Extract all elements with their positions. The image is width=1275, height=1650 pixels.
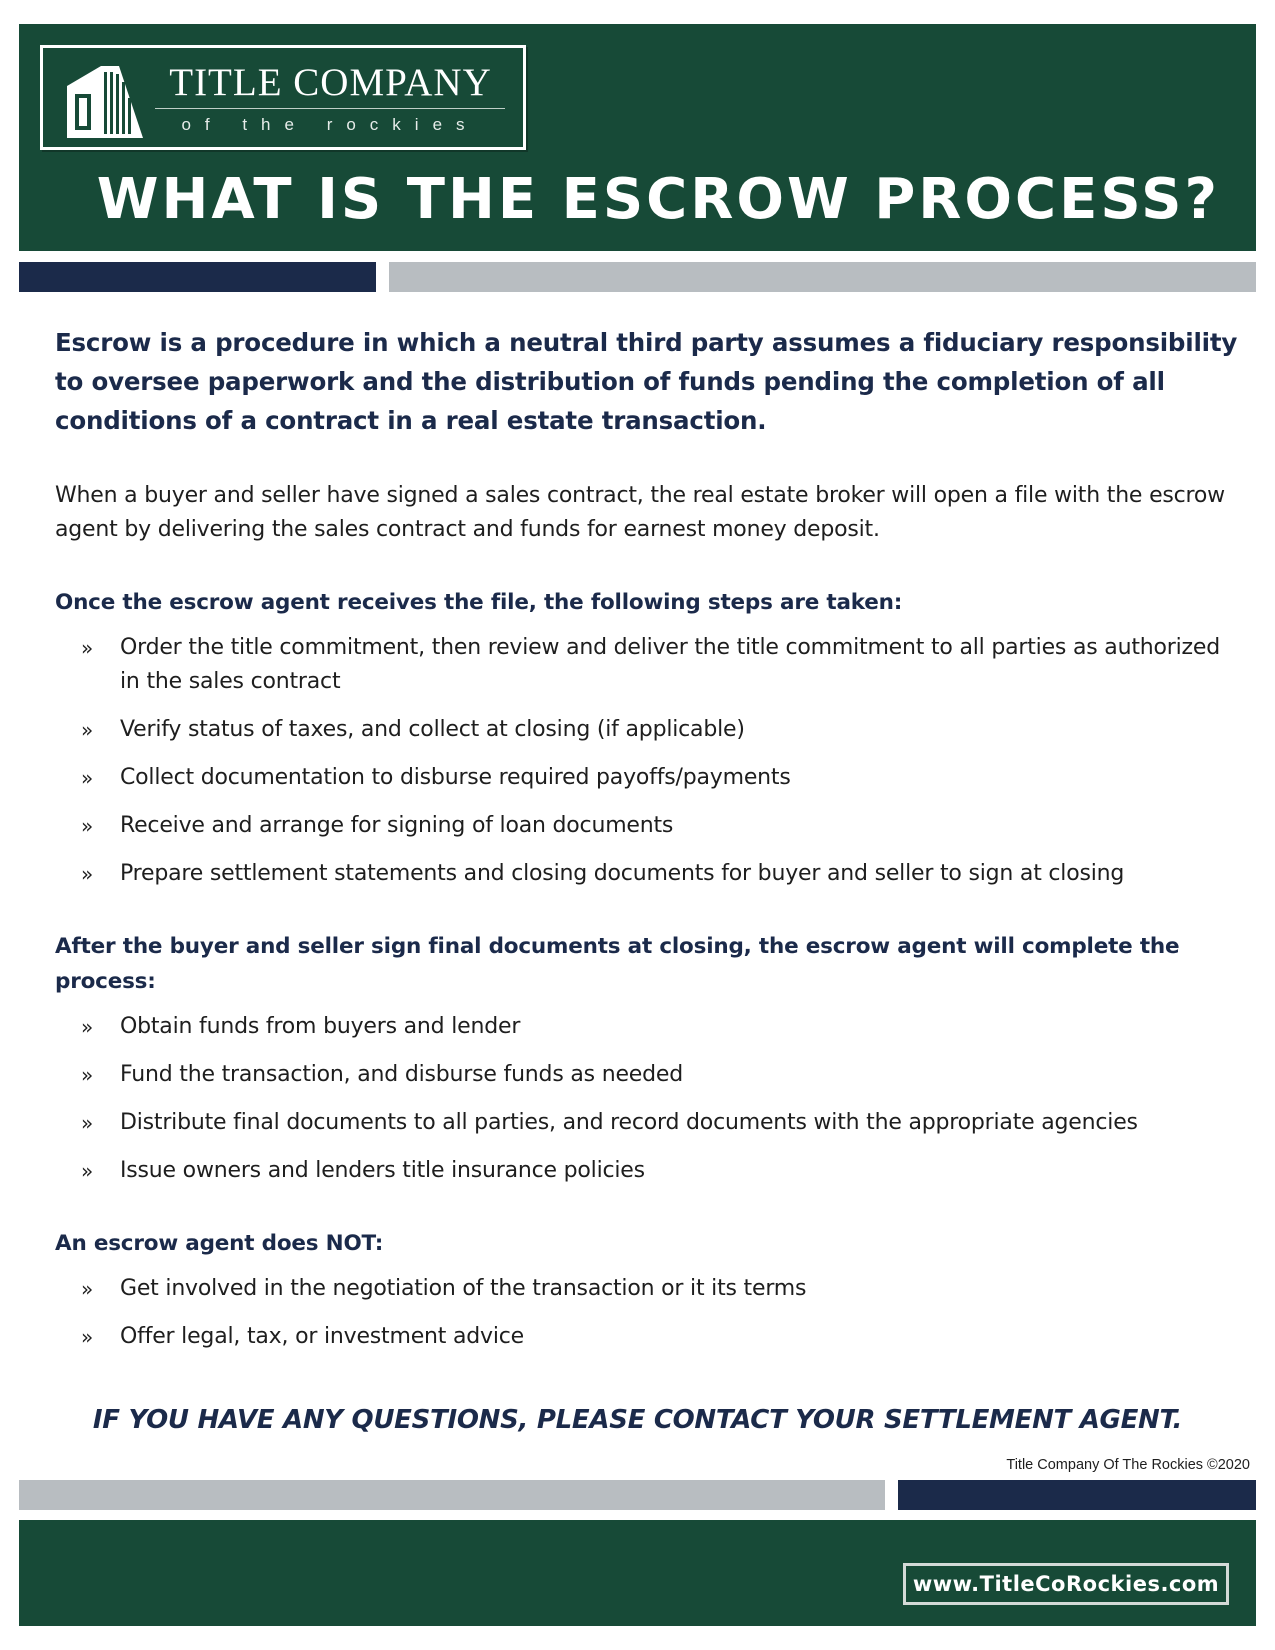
list-item-text: Receive and arrange for signing of loan documents	[120, 813, 674, 838]
chevron-bullet-icon: »	[81, 1111, 94, 1135]
list-item-text: Get involved in the negotiation of the transaction or it its terms	[120, 1276, 807, 1301]
chevron-bullet-icon: »	[81, 1277, 94, 1301]
list-item	[55, 761, 1240, 795]
intro-paragraph: When a buyer and seller have signed a sales contract, the real estate broker will open a file with the escrow agent by delivering the sales contract and funds for earnest money deposit.	[55, 483, 1225, 542]
website-link[interactable]: www.TitleCoRockies.com	[903, 1563, 1229, 1605]
list-item	[55, 1106, 1240, 1140]
section-heading: An escrow agent does NOT:	[55, 1231, 384, 1256]
intro-definition: Escrow is a procedure in which a neutral third party assumes a fiduciary responsibility to oversee paperwork and the distribution of funds pending the completion of all conditions of a contract in a real estate transaction.	[55, 328, 1238, 435]
list-item	[55, 631, 1240, 699]
logo-company-name: TITLE COMPANY	[169, 61, 492, 104]
list-item	[55, 1320, 1240, 1354]
list-item-text: Distribute final documents to all parties, and record documents with the appropriate agencies	[120, 1110, 1138, 1135]
accent-bar-gray-bottom	[19, 1480, 885, 1510]
list-item	[55, 809, 1240, 843]
list-item-text: Verify status of taxes, and collect at closing (if applicable)	[120, 717, 745, 742]
list-item	[55, 1010, 1240, 1044]
list-item-text: Prepare settlement statements and closing documents for buyer and seller to sign at closing	[120, 861, 1125, 886]
footer-banner	[19, 1520, 1256, 1626]
step-list	[55, 1010, 1240, 1188]
building-icon	[61, 58, 159, 140]
logo-divider	[155, 108, 505, 109]
logo-tagline: of the rockies	[181, 115, 479, 134]
list-item-text: Order the title commitment, then review and deliver the title commitment to all parties as authorized in the sales contract	[120, 635, 1220, 694]
chevron-bullet-icon: »	[81, 1159, 94, 1183]
step-list	[55, 631, 1240, 891]
chevron-bullet-icon: »	[81, 1325, 94, 1349]
list-item	[55, 1058, 1240, 1092]
company-logo[interactable]	[40, 45, 526, 150]
list-item	[55, 713, 1240, 747]
list-item-text: Offer legal, tax, or investment advice	[120, 1324, 525, 1349]
contact-call-to-action: IF YOU HAVE ANY QUESTIONS, PLEASE CONTACT YOUR SETTLEMENT AGENT.	[92, 1405, 1183, 1435]
list-item	[55, 1154, 1240, 1188]
list-item-text: Collect documentation to disburse required payoffs/payments	[120, 765, 791, 790]
header-banner	[19, 24, 1256, 251]
chevron-bullet-icon: »	[81, 862, 94, 886]
accent-bar-gray-top	[389, 262, 1256, 292]
section-heading: After the buyer and seller sign final documents at closing, the escrow agent will complete the process:	[55, 934, 1180, 994]
chevron-bullet-icon: »	[81, 636, 94, 660]
copyright-notice: Title Company Of The Rockies ©2020	[1006, 1457, 1250, 1473]
list-item	[55, 857, 1240, 891]
accent-bar-navy-bottom	[898, 1480, 1256, 1510]
step-list	[55, 1272, 1240, 1354]
accent-bar-navy-top	[19, 262, 376, 292]
chevron-bullet-icon: »	[81, 718, 94, 742]
list-item-text: Obtain funds from buyers and lender	[120, 1014, 521, 1039]
list-item	[55, 1272, 1240, 1306]
sections-container	[55, 585, 1240, 1354]
page-title: WHAT IS THE ESCROW PROCESS?	[96, 167, 1220, 232]
chevron-bullet-icon: »	[81, 1063, 94, 1087]
section-heading: Once the escrow agent receives the file, the following steps are taken:	[55, 590, 903, 615]
chevron-bullet-icon: »	[81, 1015, 94, 1039]
chevron-bullet-icon: »	[81, 766, 94, 790]
document-body	[55, 323, 1240, 1368]
chevron-bullet-icon: »	[81, 814, 94, 838]
list-item-text: Issue owners and lenders title insurance policies	[120, 1158, 645, 1183]
list-item-text: Fund the transaction, and disburse funds as needed	[120, 1062, 683, 1087]
